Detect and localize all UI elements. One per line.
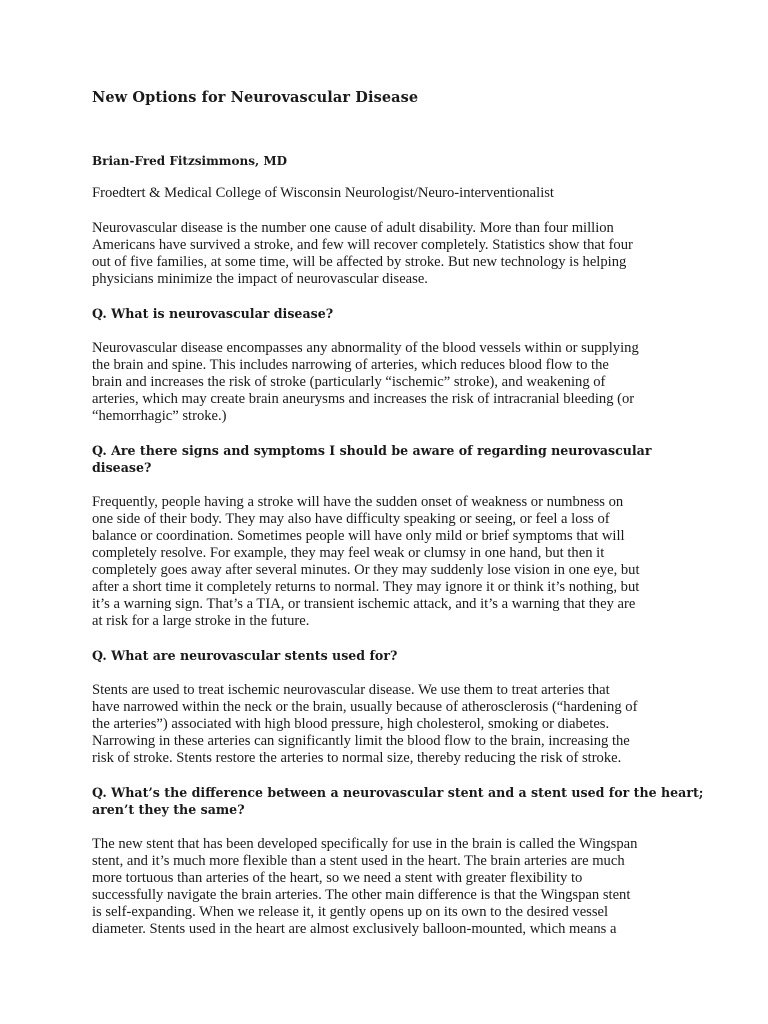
question-heading [92, 784, 704, 818]
answer-line: the brain and spine. This includes narrowing of arteries, which reduces blood flow to the [92, 357, 609, 373]
answer-line: risk of stroke. Stents restore the arteries to normal size, thereby reducing the risk of stroke. [92, 750, 622, 766]
intro-line: Americans have survived a stroke, and few will recover completely. Statistics show that four [92, 237, 633, 253]
answer-line: completely goes away after several minutes. Or they may suddenly lose vision in one eye, but [92, 562, 640, 578]
question-line: aren’t they the same? [92, 802, 245, 817]
answer-line: the arteries”) associated with high blood pressure, high cholesterol, smoking or diabetes. [92, 716, 610, 732]
document-page [92, 88, 704, 938]
answer-paragraph [92, 682, 692, 767]
question-heading [92, 442, 692, 476]
answer-line: after a short time it completely returns to normal. They may ignore it or think it’s nothing, but [92, 579, 640, 595]
answer-line: one side of their body. They may also have difficulty speaking or seeing, or feel a loss of [92, 511, 610, 527]
question-line: Q. What is neurovascular disease? [92, 306, 334, 321]
answer-line: Narrowing in these arteries can significantly limit the blood flow to the brain, increasing the [92, 733, 630, 749]
question-heading [92, 647, 692, 664]
author-affiliation: Froedtert & Medical College of Wisconsin Neurologist/Neuro-interventionalist [92, 185, 554, 201]
answer-line: at risk for a large stroke in the future. [92, 613, 310, 629]
document-title: New Options for Neurovascular Disease [92, 89, 419, 106]
answer-line: Stents are used to treat ischemic neurovascular disease. We use them to treat arteries that [92, 682, 610, 698]
question-line: Q. Are there signs and symptoms I should be aware of regarding neurovascular [92, 443, 652, 458]
question-heading [92, 305, 692, 322]
answer-line: more tortuous than arteries of the heart, so we need a stent with greater flexibility to [92, 870, 583, 886]
answer-paragraph [92, 836, 692, 938]
question-line: Q. What’s the difference between a neurovascular stent and a stent used for the heart; [92, 785, 704, 800]
answer-line: “hemorrhagic” stroke.) [92, 408, 227, 424]
answer-line: it’s a warning sign. That’s a TIA, or transient ischemic attack, and it’s a warning that they are [92, 596, 636, 612]
intro-line: Neurovascular disease is the number one cause of adult disability. More than four million [92, 220, 614, 236]
answer-paragraph [92, 494, 692, 630]
answer-line: Frequently, people having a stroke will have the sudden onset of weakness or numbness on [92, 494, 624, 510]
answer-line: is self-expanding. When we release it, it gently opens up on its own to the desired vessel [92, 904, 609, 920]
author-name: Brian-Fred Fitzsimmons, MD [92, 154, 288, 168]
answer-line: diameter. Stents used in the heart are almost exclusively balloon-mounted, which means a [92, 921, 617, 937]
intro-line: out of five families, at some time, will be affected by stroke. But new technology is helping [92, 254, 627, 270]
answer-line: Neurovascular disease encompasses any abnormality of the blood vessels within or supplying [92, 340, 639, 356]
question-line: Q. What are neurovascular stents used for? [92, 648, 398, 663]
answer-line: stent, and it’s much more flexible than a stent used in the heart. The brain arteries are much [92, 853, 625, 869]
answer-line: brain and increases the risk of stroke (particularly “ischemic” stroke), and weakening of [92, 374, 606, 390]
answer-line: successfully navigate the brain arteries. The other main difference is that the Wingspan stent [92, 887, 631, 903]
answer-line: completely resolve. For example, they may feel weak or clumsy in one hand, but then it [92, 545, 605, 561]
answer-line: have narrowed within the neck or the brain, usually because of atherosclerosis (“hardening of [92, 699, 638, 715]
answer-line: arteries, which may create brain aneurysms and increases the risk of intracranial bleeding (or [92, 391, 635, 407]
answer-line: The new stent that has been developed specifically for use in the brain is called the Wingspan [92, 836, 638, 852]
intro-paragraph [92, 220, 692, 288]
answer-line: balance or coordination. Sometimes people will have only mild or brief symptoms that will [92, 528, 625, 544]
intro-line: physicians minimize the impact of neurovascular disease. [92, 271, 428, 287]
question-line: disease? [92, 460, 152, 475]
answer-paragraph [92, 340, 692, 425]
